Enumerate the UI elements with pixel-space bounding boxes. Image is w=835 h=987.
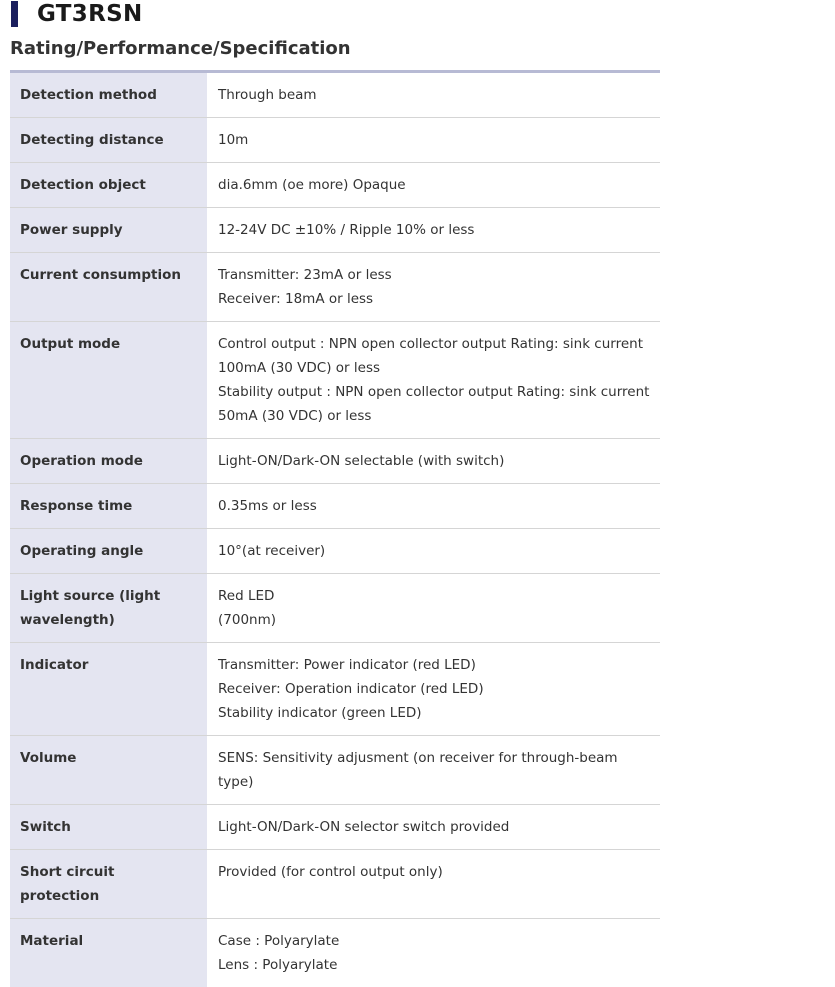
spec-value xyxy=(207,529,660,574)
spec-row xyxy=(10,805,660,850)
spec-label: Detection method xyxy=(10,72,207,118)
spec-label: Light source (light wavelength) xyxy=(10,574,207,643)
spec-value-line: 12-24V DC ±10% / Ripple 10% or less xyxy=(218,218,650,242)
spec-label: Switch xyxy=(10,805,207,850)
spec-label: Operation mode xyxy=(10,439,207,484)
spec-row xyxy=(10,919,660,987)
spec-value xyxy=(207,163,660,208)
spec-value-line: Stability output : NPN open collector output Rating: sink current xyxy=(218,380,650,404)
spec-value-line: Light-ON/Dark-ON selectable (with switch) xyxy=(218,449,650,473)
spec-label: Output mode xyxy=(10,322,207,439)
spec-value xyxy=(207,574,660,643)
spec-table xyxy=(10,70,660,987)
spec-value-line: 10°(at receiver) xyxy=(218,539,650,563)
spec-value xyxy=(207,805,660,850)
spec-label: Detection object xyxy=(10,163,207,208)
spec-value-line: Red LED xyxy=(218,584,650,608)
spec-value-line: 10m xyxy=(218,128,650,152)
spec-row xyxy=(10,439,660,484)
spec-value-line: 100mA (30 VDC) or less xyxy=(218,356,650,380)
spec-value-line: Through beam xyxy=(218,83,650,107)
spec-row xyxy=(10,118,660,163)
section-heading: Rating/Performance/Specification xyxy=(10,38,351,59)
spec-row xyxy=(10,322,660,439)
spec-label: Response time xyxy=(10,484,207,529)
spec-row xyxy=(10,253,660,322)
spec-value xyxy=(207,643,660,736)
spec-value xyxy=(207,72,660,118)
spec-value-line: Lens : Polyarylate xyxy=(218,953,650,977)
spec-value-line: dia.6mm (oe more) Opaque xyxy=(218,173,650,197)
spec-value-line: Receiver: 18mA or less xyxy=(218,287,650,311)
spec-row xyxy=(10,163,660,208)
spec-value-line: Transmitter: Power indicator (red LED) xyxy=(218,653,650,677)
spec-value-line: Transmitter: 23mA or less xyxy=(218,263,650,287)
spec-table-body xyxy=(10,72,660,987)
spec-label: Volume xyxy=(10,736,207,805)
spec-value-line: 50mA (30 VDC) or less xyxy=(218,404,650,428)
spec-value xyxy=(207,850,660,919)
spec-label: Material xyxy=(10,919,207,987)
spec-value xyxy=(207,484,660,529)
spec-label: Short circuit protection xyxy=(10,850,207,919)
spec-value-line: Light-ON/Dark-ON selector switch provided xyxy=(218,815,650,839)
spec-label: Indicator xyxy=(10,643,207,736)
spec-value xyxy=(207,118,660,163)
spec-value-line: Provided (for control output only) xyxy=(218,860,650,884)
spec-row xyxy=(10,72,660,118)
spec-row xyxy=(10,736,660,805)
spec-value xyxy=(207,736,660,805)
page-title-block xyxy=(11,0,143,28)
spec-label: Power supply xyxy=(10,208,207,253)
spec-row xyxy=(10,529,660,574)
spec-value xyxy=(207,208,660,253)
spec-label: Detecting distance xyxy=(10,118,207,163)
spec-row xyxy=(10,574,660,643)
spec-value-line: (700nm) xyxy=(218,608,650,632)
spec-row xyxy=(10,643,660,736)
page-title: GT3RSN xyxy=(37,1,143,27)
spec-label: Current consumption xyxy=(10,253,207,322)
spec-value xyxy=(207,439,660,484)
spec-value xyxy=(207,322,660,439)
spec-value-line: Stability indicator (green LED) xyxy=(218,701,650,725)
spec-value-line: Case : Polyarylate xyxy=(218,929,650,953)
title-accent-bar xyxy=(11,1,18,27)
spec-value-line: SENS: Sensitivity adjusment (on receiver for through-beam type) xyxy=(218,746,650,794)
spec-value-line: Receiver: Operation indicator (red LED) xyxy=(218,677,650,701)
spec-row xyxy=(10,208,660,253)
spec-value xyxy=(207,919,660,987)
spec-row xyxy=(10,850,660,919)
spec-row xyxy=(10,484,660,529)
spec-label: Operating angle xyxy=(10,529,207,574)
spec-value-line: 0.35ms or less xyxy=(218,494,650,518)
spec-value-line: Control output : NPN open collector output Rating: sink current xyxy=(218,332,650,356)
spec-value xyxy=(207,253,660,322)
